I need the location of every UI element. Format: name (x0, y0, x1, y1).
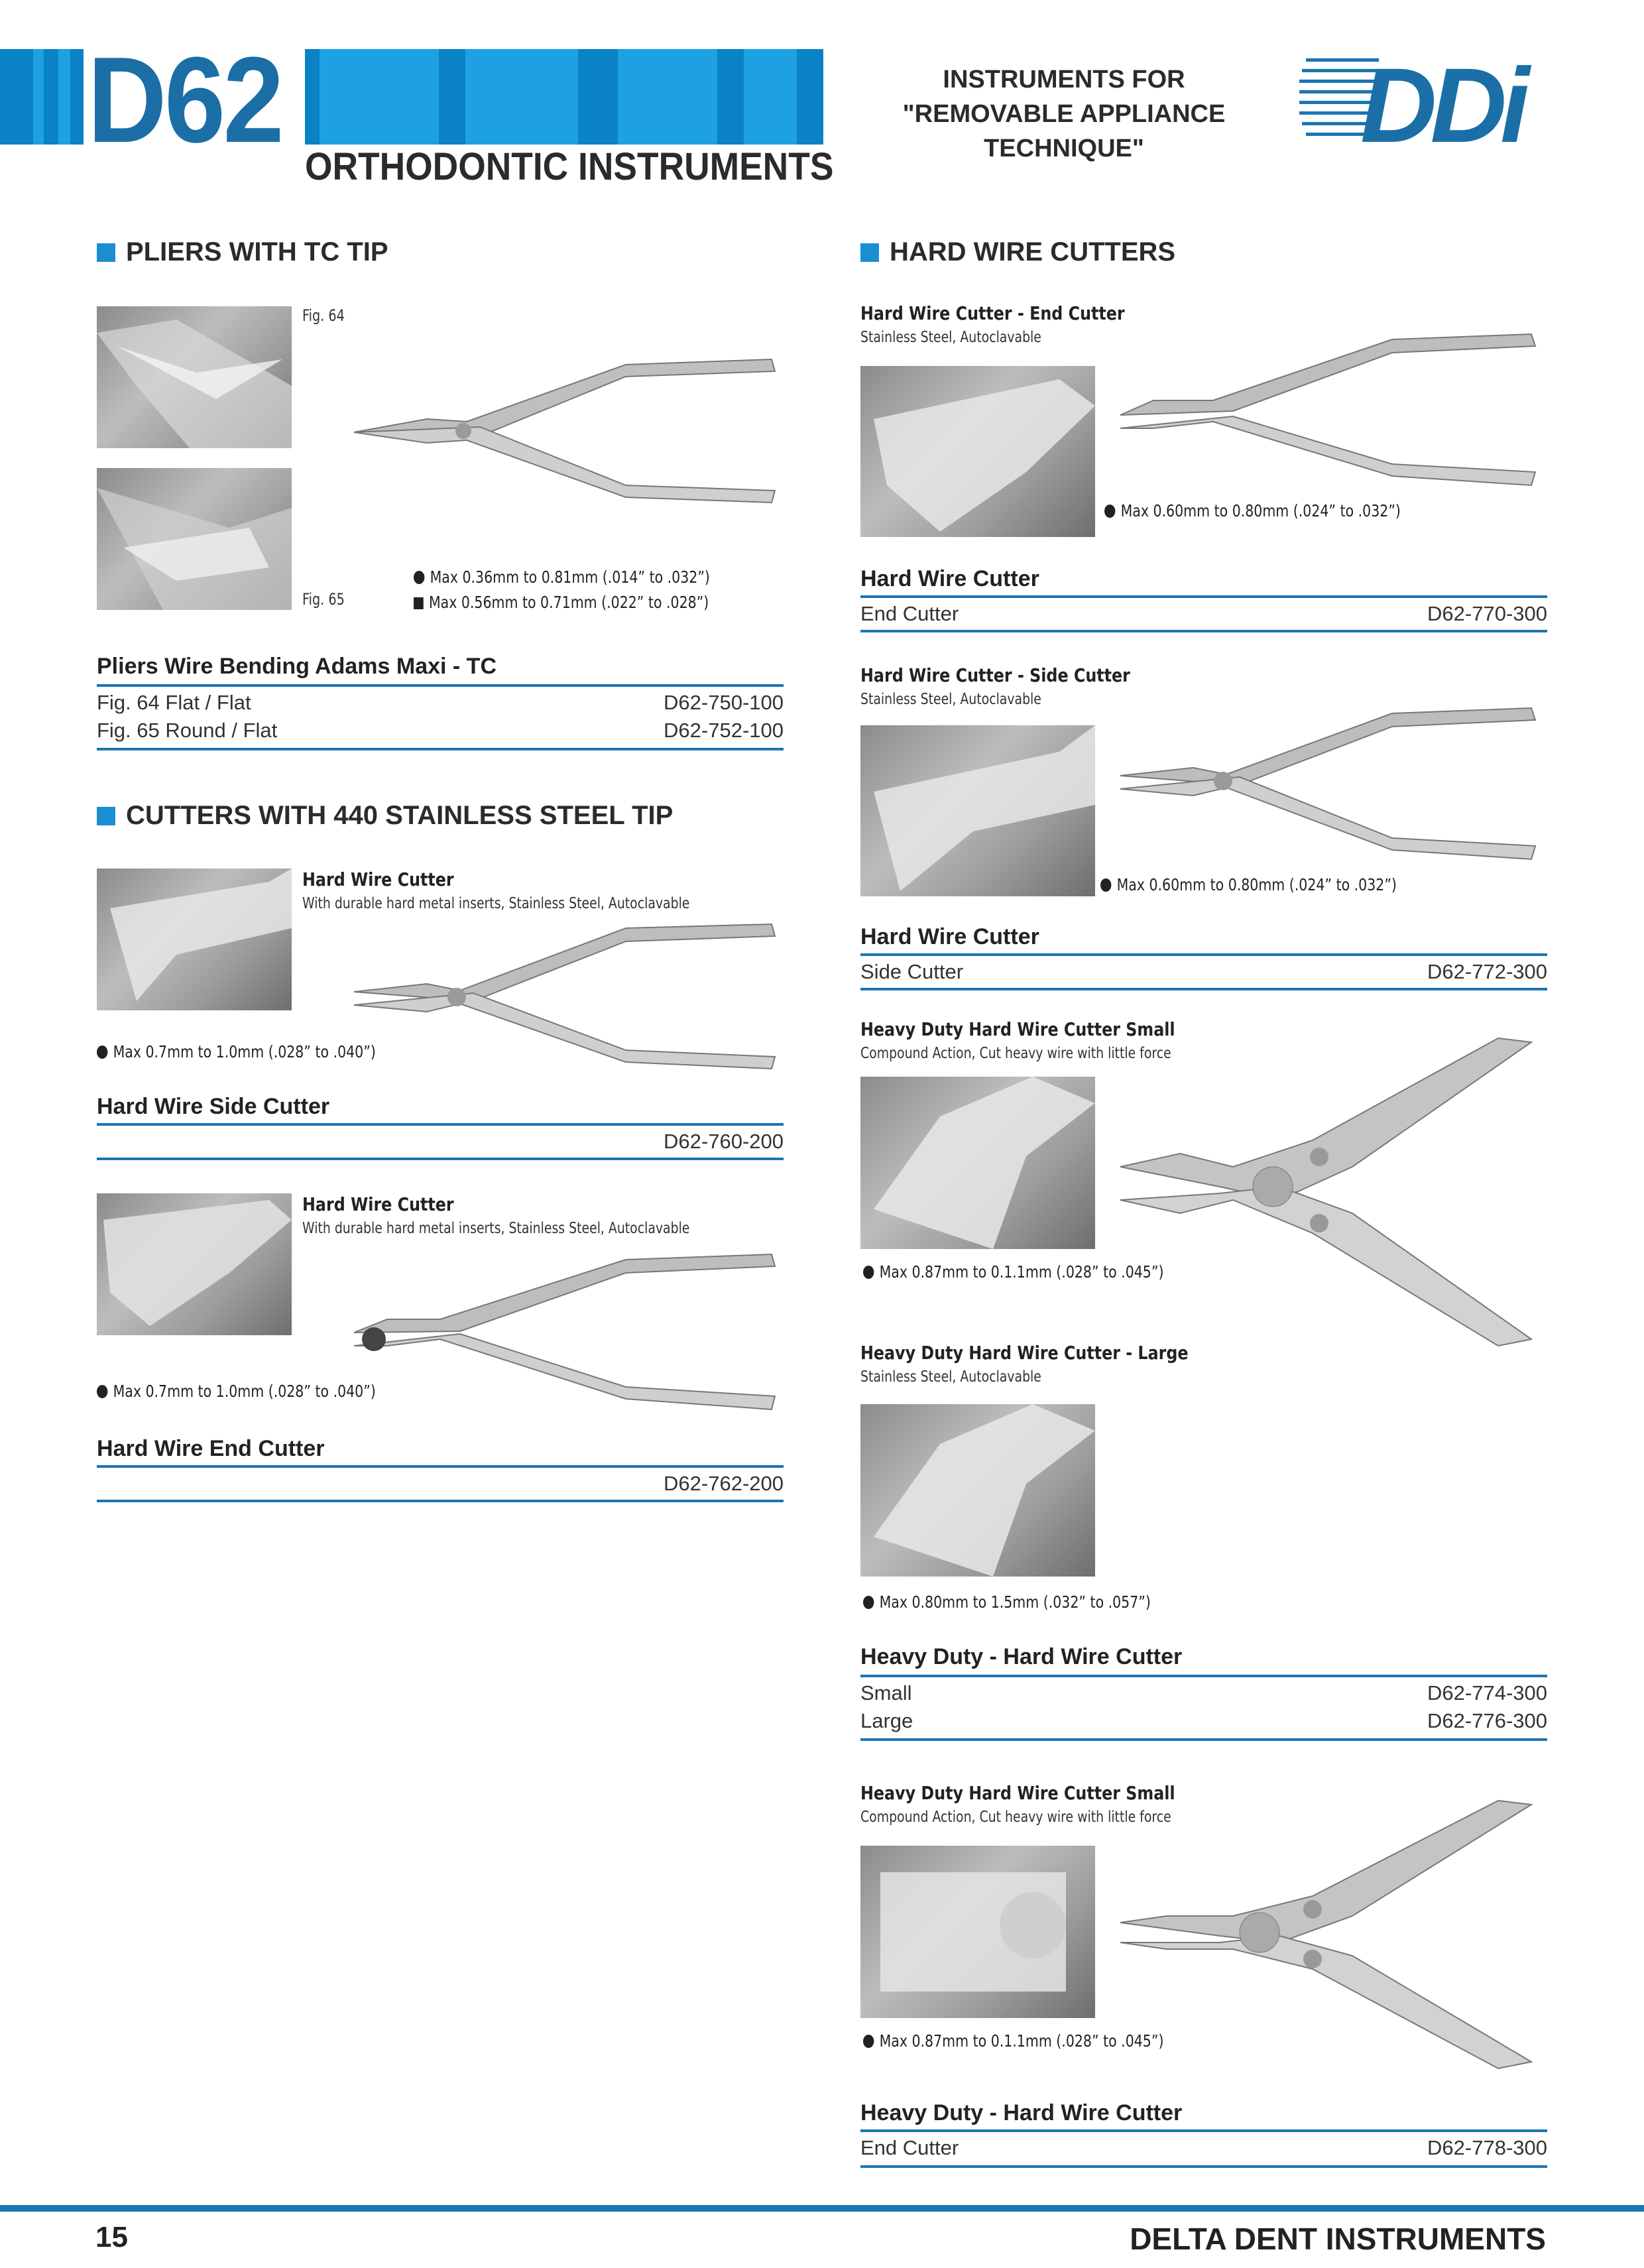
product-title: Heavy Duty - Hard Wire Cutter (860, 2100, 1183, 2125)
row-label: Small (860, 1681, 912, 1704)
spec-text: Max 0.36mm to 0.81mm (.014” to .032”) (430, 567, 710, 587)
item-title: Heavy Duty Hard Wire Cutter Small (860, 1018, 1175, 1040)
header-band (305, 49, 320, 145)
spec-pliers-fig65 (414, 593, 709, 612)
row-label: Fig. 65 Round / Flat (97, 719, 278, 742)
section-heading-text: HARD WIRE CUTTERS (890, 237, 1176, 267)
footer-bar (0, 2205, 1644, 2212)
spec-text: Max 0.87mm to 0.1.1mm (.028” to .045”) (879, 1262, 1164, 1282)
row-code: D62-776-300 (1427, 1709, 1547, 1732)
logo-text: DDi (1360, 46, 1523, 149)
spec-hd-small (863, 1262, 1163, 1282)
row-label: Large (860, 1709, 913, 1732)
item-title: Hard Wire Cutter (302, 1193, 454, 1215)
table-row (860, 1709, 1547, 1733)
header-band (44, 49, 58, 145)
item-title: Heavy Duty Hard Wire Cutter - Large (860, 1342, 1189, 1364)
square-bullet-icon (414, 597, 424, 609)
row-code: D62-774-300 (1427, 1681, 1547, 1704)
square-bullet-icon (97, 243, 115, 262)
divider (97, 1158, 784, 1160)
section-heading-cutters-440 (97, 801, 673, 831)
table-row (860, 2136, 1547, 2160)
catalog-title: ORTHODONTIC INSTRUMENTS (305, 145, 834, 188)
product-photo-end-cutter-440 (97, 1193, 292, 1335)
item-title: Heavy Duty Hard Wire Cutter Small (860, 1782, 1175, 1804)
header-band (717, 49, 744, 145)
circle-bullet-icon (1104, 505, 1115, 518)
divider (97, 684, 784, 687)
item-description: Stainless Steel, Autoclavable (860, 329, 1041, 346)
item-title: Hard Wire Cutter - Side Cutter (860, 664, 1130, 686)
product-photo-fig64 (97, 306, 292, 448)
circle-bullet-icon (1100, 878, 1111, 892)
divider (97, 1123, 784, 1126)
product-photo-fig65 (97, 468, 292, 610)
header-band (797, 49, 823, 145)
spec-text: Max 0.60mm to 0.80mm (.024” to .032”) (1116, 875, 1397, 894)
circle-bullet-icon (863, 1266, 874, 1279)
product-title: Hard Wire Cutter (860, 566, 1039, 591)
spec-text: Max 0.87mm to 0.1.1mm (.028” to .045”) (879, 2031, 1164, 2051)
spec-hd-end (863, 2031, 1163, 2051)
table-row (97, 1472, 784, 1496)
spec-pliers-fig64 (414, 567, 710, 587)
row-label: End Cutter (860, 602, 959, 625)
spec-side-cutter (1100, 875, 1397, 894)
row-label: Fig. 64 Flat / Flat (97, 691, 251, 714)
product-title-side-cutter: Hard Wire Side Cutter (97, 1094, 330, 1119)
spec-text: Max 0.80mm to 1.5mm (.032” to .057”) (879, 1592, 1151, 1612)
spec-side-cutter-440 (97, 1042, 376, 1061)
row-code: D62-760-200 (664, 1130, 784, 1153)
section-heading-text: PLIERS WITH TC TIP (126, 237, 388, 267)
item-description: Compound Action, Cut heavy wire with little force (860, 1045, 1171, 1062)
technique-line-2: "REMOVABLE APPLIANCE TECHNIQUE" (902, 100, 1226, 162)
item-title: Hard Wire Cutter (302, 868, 454, 890)
technique-title (835, 62, 1293, 166)
product-photo-hd-large (860, 1404, 1095, 1577)
header-band (465, 49, 578, 145)
spec-end-cutter-440 (97, 1382, 376, 1401)
spec-text: Max 0.7mm to 1.0mm (.028” to .040”) (113, 1042, 376, 1061)
product-photo-side-cutter (860, 725, 1095, 896)
table-row (860, 960, 1547, 984)
row-label: Side Cutter (860, 960, 964, 983)
pliers-image-adams (347, 358, 785, 510)
header-band (33, 49, 44, 145)
spec-text: Max 0.60mm to 0.80mm (.024” to .032”) (1120, 501, 1401, 520)
item-description: Stainless Steel, Autoclavable (860, 1368, 1041, 1386)
product-title-adams: Pliers Wire Bending Adams Maxi - TC (97, 654, 497, 679)
circle-bullet-icon (414, 571, 424, 584)
row-code: D62-772-300 (1427, 960, 1547, 983)
item-title: Hard Wire Cutter - End Cutter (860, 302, 1125, 324)
product-title: Heavy Duty - Hard Wire Cutter (860, 1644, 1183, 1669)
fig-label-65: Fig. 65 (302, 590, 345, 609)
item-description: With durable hard metal inserts, Stainless Steel, Autoclavable (302, 895, 690, 912)
header-band (744, 49, 797, 145)
table-row (97, 691, 784, 715)
section-heading-pliers (97, 237, 388, 267)
item-description: With durable hard metal inserts, Stainless Steel, Autoclavable (302, 1220, 690, 1237)
header-band (439, 49, 465, 145)
circle-bullet-icon (97, 1385, 107, 1398)
divider (97, 1500, 784, 1502)
product-title: Hard Wire Cutter (860, 924, 1039, 949)
divider (97, 748, 784, 750)
table-row (97, 1130, 784, 1154)
circle-bullet-icon (863, 1596, 874, 1609)
divider (860, 2165, 1547, 2168)
page-number: 15 (95, 2221, 128, 2253)
divider (860, 630, 1547, 632)
ddi-logo (1299, 45, 1551, 149)
divider (860, 595, 1547, 598)
row-label: End Cutter (860, 2136, 959, 2159)
company-name: DELTA DENT INSTRUMENTS (1130, 2222, 1546, 2256)
row-code: D62-762-200 (664, 1472, 784, 1495)
header-band (0, 49, 33, 145)
divider (860, 1675, 1547, 1677)
fig-label-64: Fig. 64 (302, 306, 345, 325)
row-code: D62-770-300 (1427, 602, 1547, 625)
item-description: Stainless Steel, Autoclavable (860, 691, 1041, 708)
pliers-image-side-cutter-440 (347, 919, 785, 1078)
spec-text: Max 0.56mm to 0.71mm (.022” to .028”) (428, 593, 709, 612)
spec-end-cutter (1104, 501, 1401, 520)
product-title-end-cutter: Hard Wire End Cutter (97, 1436, 325, 1461)
pliers-image-hd-end (1114, 1797, 1545, 2075)
row-code: D62-750-100 (664, 691, 784, 714)
technique-line-1: INSTRUMENTS FOR (943, 66, 1185, 93)
header-band (70, 49, 84, 145)
pliers-image-hd-small (1114, 1034, 1545, 1352)
product-photo-side-cutter-440 (97, 868, 292, 1010)
divider (97, 1465, 784, 1468)
section-code: D62 (88, 31, 282, 168)
row-code: D62-752-100 (664, 719, 784, 742)
divider (860, 988, 1547, 990)
pliers-image-end-cutter-440 (347, 1246, 785, 1419)
square-bullet-icon (97, 807, 115, 825)
product-photo-hd-end (860, 1846, 1095, 2018)
divider (860, 2129, 1547, 2132)
circle-bullet-icon (863, 2035, 874, 2048)
pliers-image-end-cutter (1114, 329, 1545, 495)
pliers-image-side-cutter (1114, 703, 1545, 868)
header-band (58, 49, 70, 145)
table-row (860, 602, 1547, 626)
spec-hd-large (863, 1592, 1151, 1612)
row-code: D62-778-300 (1427, 2136, 1547, 2159)
section-heading-hard-wire-cutters (860, 237, 1175, 267)
header-band (320, 49, 439, 145)
spec-text: Max 0.7mm to 1.0mm (.028” to .040”) (113, 1382, 376, 1401)
item-description: Compound Action, Cut heavy wire with little force (860, 1809, 1171, 1826)
product-photo-end-cutter (860, 366, 1095, 537)
divider (860, 953, 1547, 956)
table-row (97, 719, 784, 743)
product-photo-hd-small (860, 1077, 1095, 1249)
divider (860, 1738, 1547, 1741)
section-heading-text: CUTTERS WITH 440 STAINLESS STEEL TIP (126, 801, 674, 830)
circle-bullet-icon (97, 1045, 107, 1059)
table-row (860, 1681, 1547, 1705)
header-band (618, 49, 717, 145)
square-bullet-icon (860, 243, 879, 262)
header-band (578, 49, 618, 145)
